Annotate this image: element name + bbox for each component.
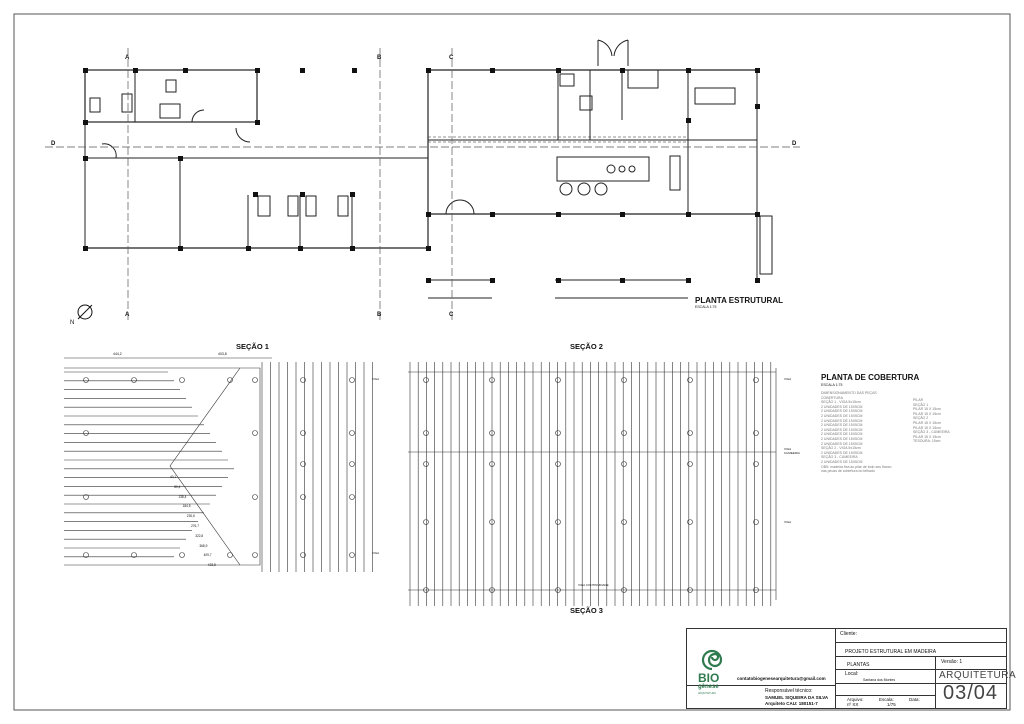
section-2-pillar [688,462,693,467]
cover-note-right-line: PILAR [913,398,924,402]
section-2-pillar [688,431,693,436]
section-2-pillar [688,520,693,525]
cover-note-line: 2 UNIDADES DE 15X5CM [821,413,863,418]
section-2-pillar [424,520,429,525]
responsible-name: SAMUEL SIQUEIRA DA SILVA [765,695,829,700]
cover-note-line: COBERTURA [821,395,843,400]
cover-note-line: 2 UNIDADES DE 15X5CM [821,459,863,464]
section-2-pillar [556,462,561,467]
discipline: ARQUITETURA [939,670,1017,681]
cover-note-right-line: PILAR 15 X 15cm [913,425,941,430]
section-2-pillar [424,378,429,383]
section-2-pillar [556,431,561,436]
cover-note-line: 2 UNIDADES DE 15X5CM [821,404,863,409]
cover-note-line: 2 UNIDADES DE 15X5CM [821,441,863,446]
cover-note-right-line: SEÇÃO 1 [913,402,929,407]
sheet-number: 03/04 [943,682,999,704]
section-1-title: SEÇÃO 1 [236,342,269,351]
section-2-pillars [424,378,759,593]
project-name: PROJETO ESTRUTURAL EM MADEIRA [845,649,937,655]
cover-note-line: SEÇÃO 1 - VIGA 5x15cm [821,400,861,405]
svg-text:N: N [70,320,75,326]
section-1-beam-label: VIGA [372,551,380,555]
section-1-dim: 444,2 [113,352,122,356]
scale-value: 1/75 [887,702,896,707]
section-2-pillar [424,462,429,467]
title-block [686,628,1017,709]
marker-b-top: B [377,55,382,61]
section-2-pillar [556,378,561,383]
section-markers [51,55,797,318]
section-1-drawing [64,358,373,572]
section-2-title: SEÇÃO 2 [570,342,603,351]
cover-note-line: OBS: madeira fixa ao pilar de todo seu flanco [821,464,892,469]
section-1-step-dim: 80,4 [174,484,181,489]
section-1-step-dim: 368,9 [199,543,208,548]
plan-title: PLANTA ESTRUTURAL [695,296,783,305]
cover-note-line: 2 UNIDADES DE 15X5CM [821,450,863,455]
cover-note-right-line: PILAR 15 X 15cm [913,420,941,425]
section-1-step-dim: 40,1 [170,475,177,479]
section-1-step-dim: 276,7 [191,524,199,528]
cover-notes-right [913,398,950,444]
cover-note-line: 2 UNIDADES DE 15X5CM [821,418,863,423]
section-1-beam-label: VIGA [372,377,380,381]
file-value: nº XX [847,702,859,707]
cover-note-right-line: PILAR 15 X 15cm [913,407,941,412]
section-2-ridge-label: VIGA CUMEEIRA [784,447,800,455]
cover-note-right-line: SEÇÃO 3 - CUMEEIRA [913,430,950,435]
section-2-pillar [688,378,693,383]
logo-subtext: gênese [698,684,719,690]
section-2-pillar [424,431,429,436]
cover-note-line: 2 UNIDADES DE 15X5CM [821,436,863,441]
cover-note-line: 2 UNIDADES DE 15X5CM [821,423,863,428]
client-label: Cliente: [840,631,857,637]
cover-note-right-line: SEÇÃO 2 [913,416,929,421]
cover-note-line: 2 UNIDADES DE 15X5CM [821,409,863,414]
plan-pillars [83,68,760,283]
marker-a-top: A [125,55,130,61]
north-arrow-icon [70,305,92,326]
responsible-cau: Arquiteto CAU: 180151-7 [765,701,818,706]
marker-c-bottom: C [449,312,454,318]
section-2-beam-label: VIGA [784,520,792,524]
cover-notes [821,391,891,474]
section-2-pillar [622,431,627,436]
cover-note-right-line: PILAR 15 X 15cm [913,411,941,416]
cover-title: PLANTA DE COBERTURA [821,373,920,382]
section-1-step-dim: 230,6 [186,514,195,519]
section-3-continuity-label: VIGA CONTINUIDADE [578,583,609,587]
sheet-name: PLANTAS [847,662,870,668]
section-3-title: SEÇÃO 3 [570,606,603,615]
cover-note-right-line: TESOURA: 15cm [913,439,941,444]
cover-note-line: SEÇÃO 2 - VIGA 5x15cm [821,446,861,451]
logo-text: BIO [698,671,720,685]
cover-note-line: 2 UNIDADES DE 15X5CM [821,432,863,437]
local-label: Local: [845,671,859,677]
section-1-step-dim: 184,5 [182,504,191,509]
marker-b-bottom: B [377,312,382,318]
section-2-pillar [622,378,627,383]
cover-note-line: nas pecas de cobertura do telhado [821,469,875,474]
logo-tagline: ARQUITETURA [698,692,716,695]
section-2-pillar [622,520,627,525]
cover-scale: ESCALA 1:75 [821,383,843,387]
marker-a-bottom: A [125,312,130,318]
section-1-step-dim: 433,8 [207,563,216,568]
logo [695,649,729,707]
section-2-beam-label: VIGA [784,377,792,381]
version: Versão: 1 [941,659,963,665]
marker-c-top: C [449,55,454,61]
cover-note-line: SEÇÃO 3 - CUMEEIRA [821,455,858,460]
plan-scale: ESCALA 1:75 [695,305,717,309]
section-2-pillar [622,462,627,467]
section-1-step-dim: 138,4 [178,494,187,499]
contact-email: contatobiogenesearquitetura@gmail.com [737,676,826,681]
local-value: Santana dos Montes [863,678,896,682]
date-label: Data: [909,697,920,702]
section-2-drawing [408,362,776,606]
marker-d-right: D [792,141,797,147]
scale-label: Escala: [879,697,894,702]
section-1-step-dim: 409,7 [203,553,212,558]
spiral-logo-icon [700,649,724,671]
section-1-dim: 403,8 [218,352,227,356]
responsible-label: Responsável técnico: [765,688,813,694]
marker-d-left: D [51,141,56,147]
file-label: Arquivo: [847,697,864,702]
section-1-step-dim: 322,8 [195,533,204,538]
cover-note-right-line: PILAR 15 X 15cm [913,434,941,439]
cover-note-line: 2 UNIDADES DE 15X5CM [821,427,863,432]
section-2-pillar [556,520,561,525]
cover-note-line: DIMENSIONAMENTO DAS PEÇAS [821,391,877,395]
